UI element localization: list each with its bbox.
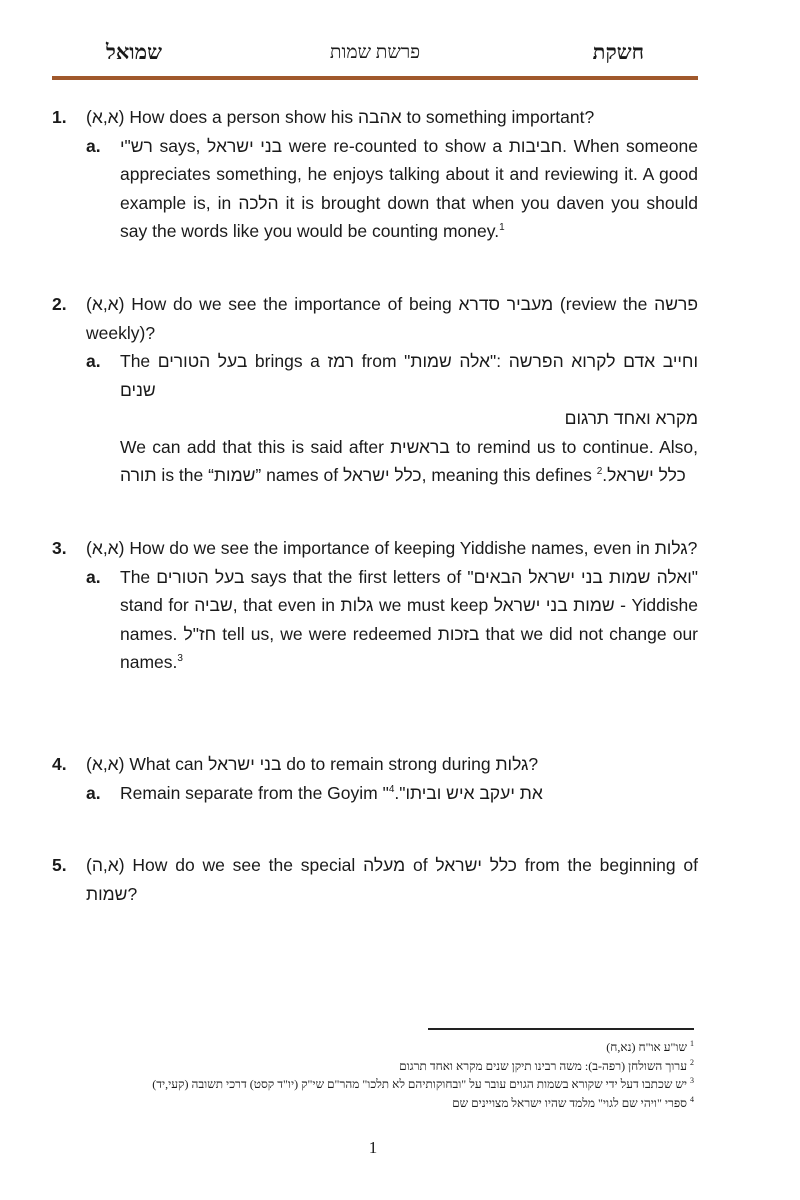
question-number: 4. [52, 754, 67, 774]
footnote-item: $^2$ ערוך השולחן (רפה-ב): משה רבינו תיקן שנים מקרא ואחד תרגום [399, 1057, 694, 1073]
hebrew-quote-cont: מקרא ואחד תרגום [564, 408, 698, 428]
question-5 [52, 851, 698, 908]
footnote-ref: 1 [499, 222, 505, 233]
question-number: 2. [52, 294, 67, 314]
answer-2a [86, 347, 698, 490]
answer-text: The בעל הטורים says that the first letters of "ואלה שמות בני ישראל הבאים" stand for שביה, that even in גלות we must keep שמות בני ישראל - Yiddishe names. חז"ל tell us, we were redeemed בזכות that we did not change our names. [120, 566, 699, 672]
answer-first-line: The בעל הטורים brings a רמז from "אלה שמות": [120, 351, 502, 371]
answer-text: רש"י says, בני ישראל were re-counted to show a חביבות. When someone appreciates something, he enjoys talking about it and reviewing it. A good example is, in הלכה it is brought down that when you daven you should say the words like you would be counting money. [120, 135, 699, 241]
answer-letter: a. [86, 566, 101, 587]
answer-letter: a. [86, 135, 101, 156]
footnote-item: $^1$ שו"ע או"ח (נא,ח) [606, 1039, 694, 1054]
footnote-ref: 2 [596, 466, 603, 477]
question-number: 1. [52, 107, 67, 127]
question-text: (א,ה) How do we see the special מעלה of כלל ישראל from the beginning of שמות? [86, 855, 698, 904]
page-number: 1 [368, 1138, 378, 1157]
footnote-item: $^4$ ספרי "ויהי שם לגוי" מלמד שהיו ישראל מצויינים שם [452, 1094, 694, 1110]
question-text: (א,א) How do we see the importance of being מעביר סדרא (review the פרשה weekly)? [86, 294, 698, 343]
answer-3a [86, 563, 698, 677]
question-2 [52, 290, 698, 490]
footnote-ref: 4 [388, 783, 395, 795]
question-text: (א,א) What can בני ישראל do to remain strong during גלות? [86, 754, 539, 774]
answer-letter: a. [86, 351, 101, 371]
header-right-title: חשקת [592, 40, 644, 64]
answer-4a [86, 779, 698, 808]
hebrew-quote: וחייב אדם לקרוא הפרשה שנים [120, 351, 698, 400]
header-divider [52, 76, 698, 80]
footnotes [86, 1038, 694, 1112]
answer-text: Remain separate from the Goyim "את יעקב איש וביתו". [120, 782, 543, 803]
footnote-divider [428, 1028, 694, 1030]
answer-letter: a. [86, 782, 101, 803]
question-text: (א,א) How does a person show his אהבה to something important? [86, 107, 595, 127]
footnote-ref: 3 [177, 653, 183, 664]
page-header [52, 40, 698, 70]
footnote-item: $^3$ יש שכתבו דעל ידי שקורא בשמות הגוים עובר על "ובחוקותיהם לא תלכו" מהר"ם שי"ק (יו"ד קסט) דרכי תשובה (קעי,יד) [152, 1076, 694, 1091]
question-number: 5. [52, 855, 67, 875]
answer-1a [86, 132, 698, 246]
header-center-title: פרשת שמות [329, 42, 421, 63]
question-text: (א,א) How do we see the importance of keeping Yiddishe names, even in גלות? [86, 538, 698, 558]
answer-text: We can add that this is said after בראשית to remind us to continue. Also, תורה is the “שמות” names of כלל ישראל, meaning this defines כלל ישראל. [120, 436, 698, 485]
question-1 [52, 103, 698, 246]
question-number: 3. [52, 538, 67, 558]
question-4 [52, 750, 698, 807]
question-3 [52, 534, 698, 677]
header-left-title: שמואל [106, 40, 162, 64]
